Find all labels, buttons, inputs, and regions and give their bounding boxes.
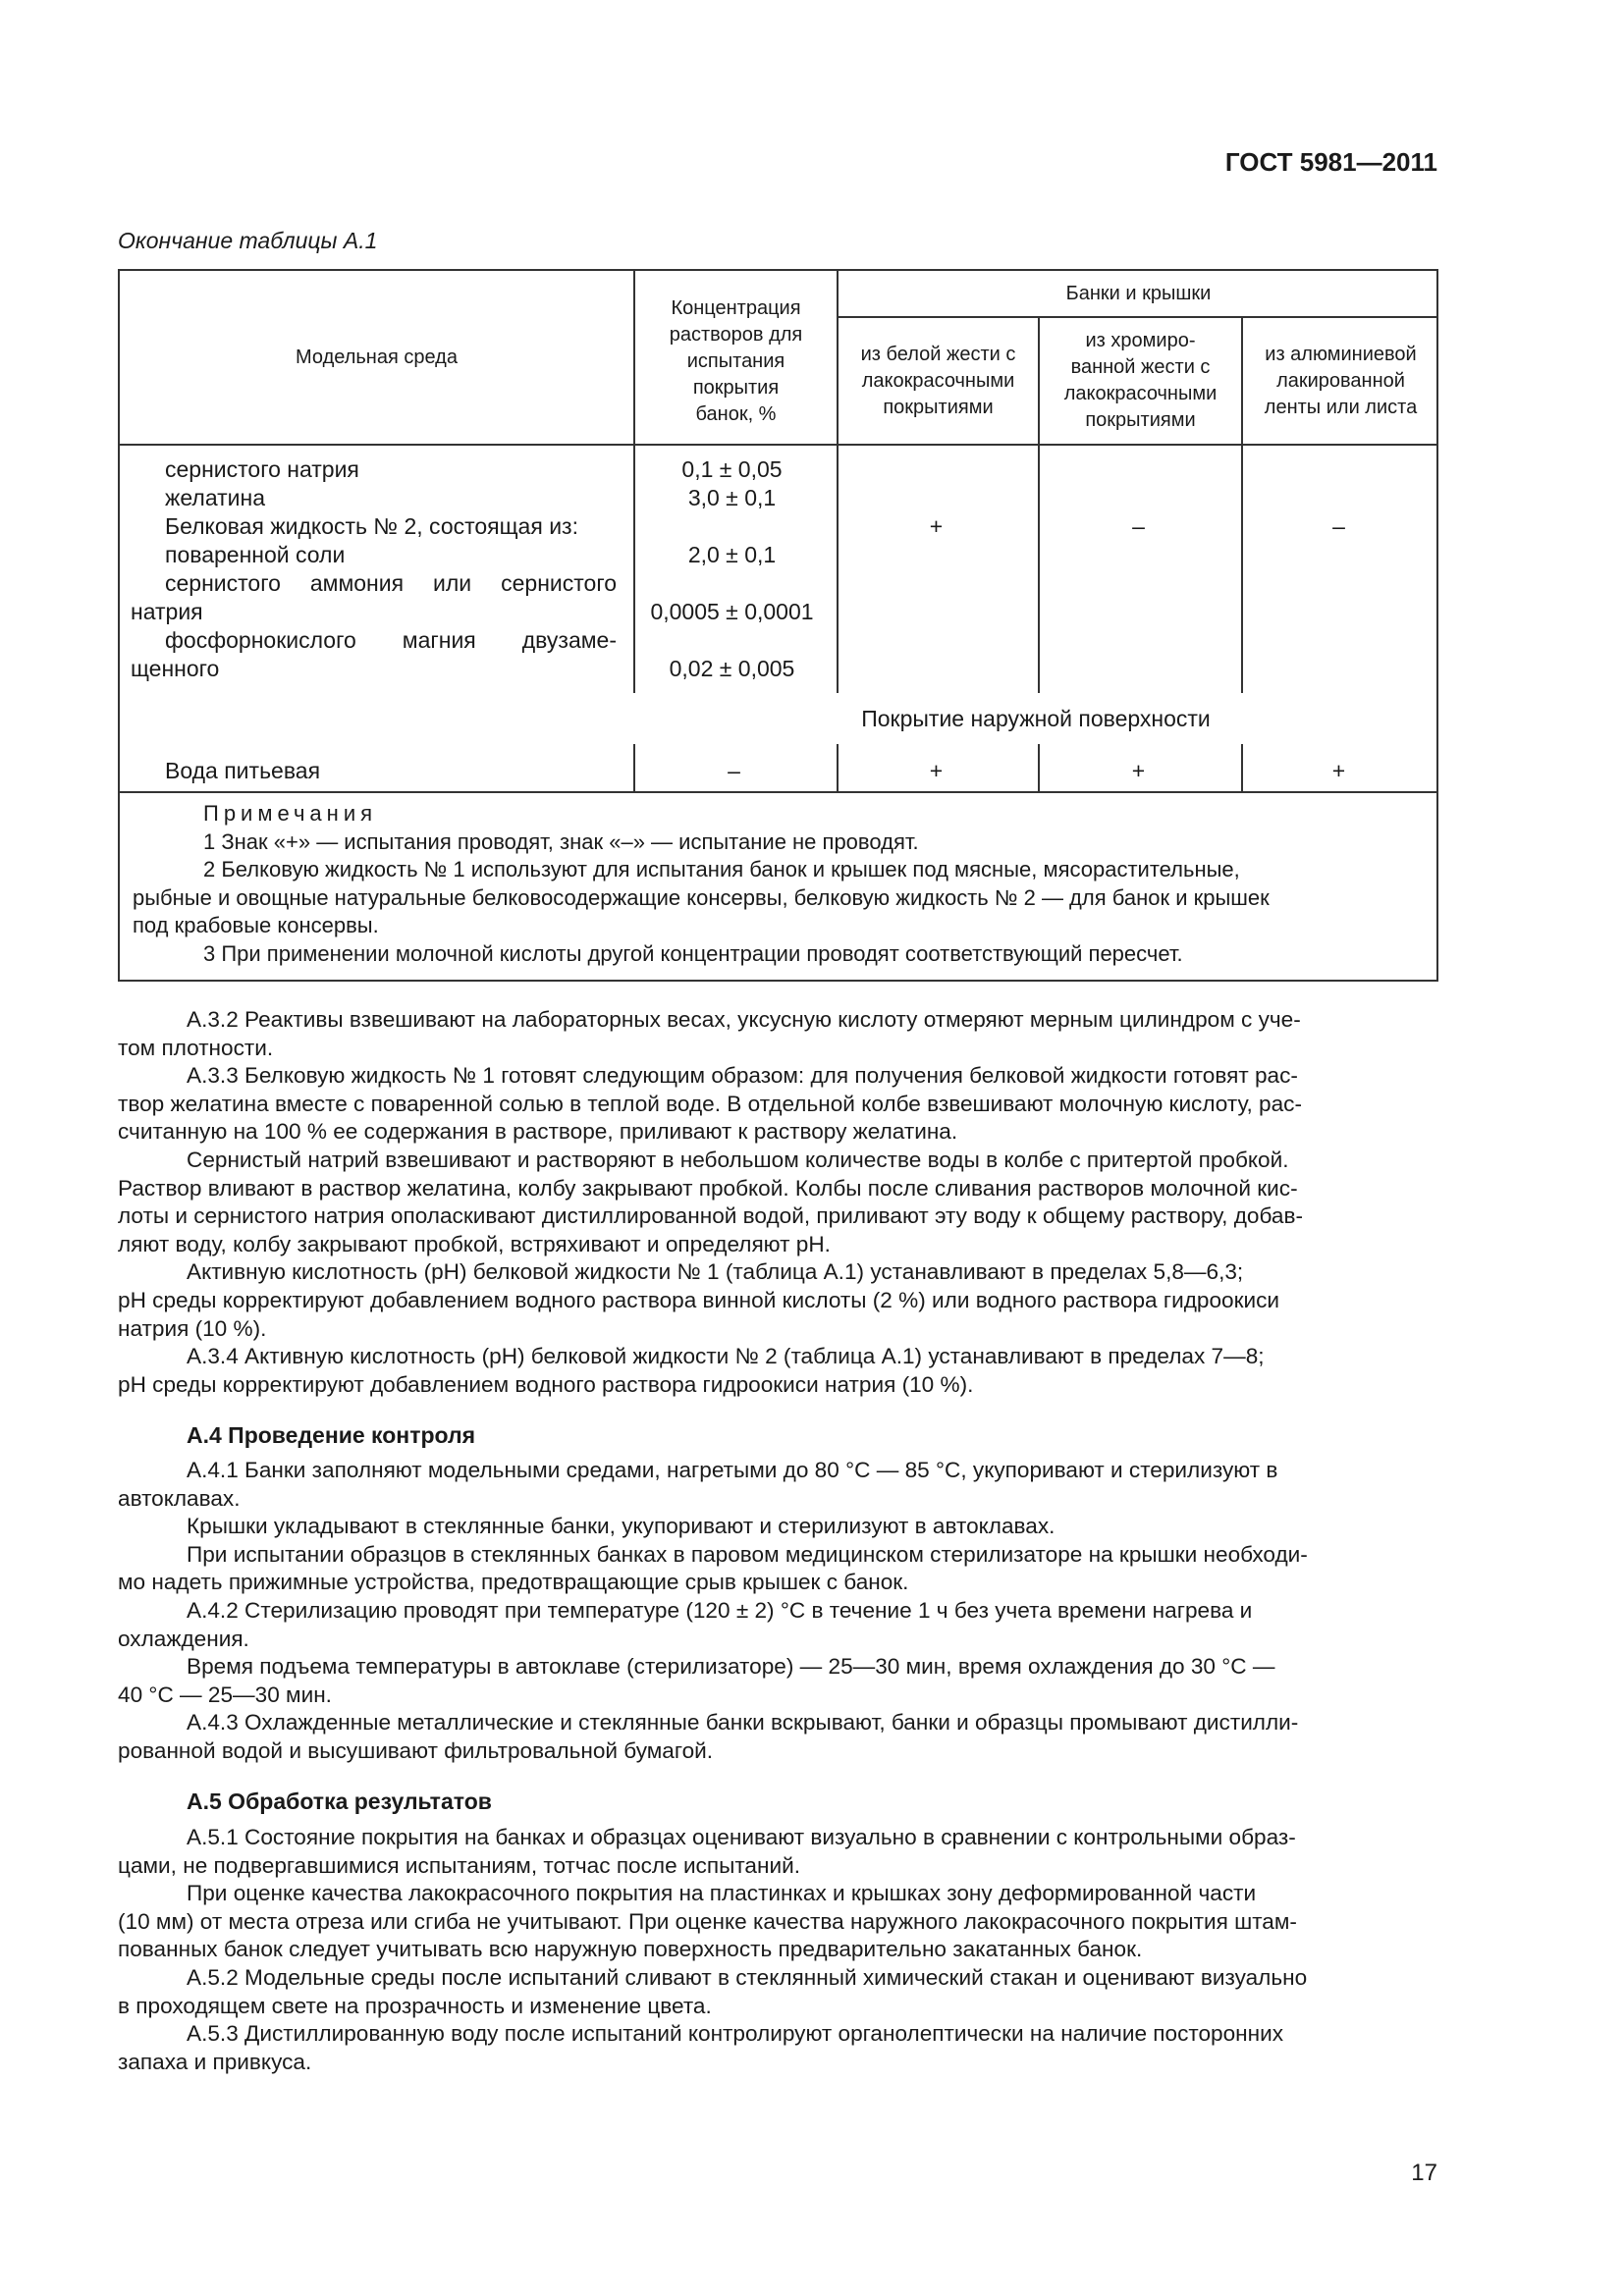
text-line: мо надеть прижимные устройства, предотвращающие срыв крышек с банок. [118,1570,909,1595]
body-paragraphs-a5 [118,1824,1438,2076]
text-line: Время подъема температуры в автоклаве (стерилизаторе) — 25—30 мин, время охлаждения до 30 °С — [187,1654,1275,1680]
body-paragraphs-a3 [118,1006,1438,1399]
header-tinplate: из белой жести с лакокрасочными покрытиями [860,343,1016,418]
text-line: том плотности. [118,1035,274,1060]
water-aluminum: + [1331,758,1346,783]
text-line: А.5.2 Модельные среды после испытаний сливают в стеклянный химический стакан и оценивают визуально [187,1964,1308,1990]
text-line: твор желатина вместе с поваренной солью в теплой воде. В отдельной колбе взвешивают молочную кислоту, рас- [118,1091,1303,1116]
text-line: Сернистый натрий взвешивают и растворяют в небольшом количестве воды в колбе с притертой пробкой. [187,1147,1289,1172]
medium-row: фосфорнокислого магния двузаме- [165,627,617,653]
section-heading-a4: А.4 Проведение контроля [187,1422,476,1448]
note-item: 2 Белковую жидкость № 1 используют для испытания банок и крышек под мясные, мясорастительные, [203,857,1240,881]
table-caption: Окончание таблицы А.1 [118,228,378,253]
text-line: лоты и сернистого натрия ополаскивают дистиллированной водой, приливают эту воду к общему раствору, добав- [118,1203,1303,1229]
concentration-value: 3,0 ± 0,1 [687,485,777,510]
notes-title: Примечания [203,801,378,826]
header-cans-and-lids: Банки и крышки [1065,282,1212,304]
header-model-medium: Модельная среда [296,346,458,368]
text-line: в проходящем свете на прозрачность и изменение цвета. [118,1993,712,2018]
medium-row: щенного [131,656,220,681]
text-line: Крышки укладывают в стеклянные банки, укупоривают и стерилизуют в автоклавах. [187,1514,1056,1539]
water-tinplate: + [929,758,944,783]
text-line: 40 °С — 25—30 мин. [118,1682,332,1707]
text-line: А.4.2 Стерилизацию проводят при температуре (120 ± 2) °С в течение 1 ч без учета времени нагрева и [187,1597,1253,1623]
header-concentration: Концентрация растворов для испытания покрытия банок, % [669,296,803,425]
header-aluminum: из алюминиевой лакированной ленты или листа [1264,343,1418,418]
water-row-label: Вода питьевая [165,758,321,783]
note-item: рыбные и овощные натуральные белковосодержащие консервы, белковую жидкость № 2 — для банок и крышек [133,884,1270,910]
concentration-value: 0,1 ± 0,05 [681,456,783,482]
document-code: ГОСТ 5981—2011 [1224,147,1437,177]
medium-row: натрия [131,599,203,624]
text-line: При испытании образцов в стеклянных банках в паровом медицинском стерилизаторе на крышки необходи- [187,1541,1308,1567]
text-line: пованных банок следует учитывать всю наружную поверхность предварительно закатанных банок. [118,1937,1143,1962]
medium-row: сернистого натрия [165,456,359,482]
mark-tinplate: + [929,513,944,539]
text-line: считанную на 100 % ее содержания в растворе, приливают к раствору желатина. [118,1119,958,1145]
text-line: натрия (10 %). [118,1315,267,1341]
text-line: цами, не подвергавшимися испытаниям, тотчас после испытаний. [118,1852,800,1878]
text-line: А.3.4 Активную кислотность (pH) белковой жидкости № 2 (таблица А.1) устанавливают в пределах 7—8; [187,1344,1265,1369]
note-item: под крабовые консервы. [133,913,379,937]
text-line: А.4.3 Охлажденные металлические и стеклянные банки вскрывают, банки и образцы промывают дистилли- [187,1710,1299,1735]
concentration-value: 2,0 ± 0,1 [687,542,777,567]
table-divider [120,791,1438,793]
text-line: А.3.2 Реактивы взвешивают на лабораторных весах, уксусную кислоту отмеряют мерным цилиндром с уче- [187,1007,1301,1032]
text-line: pH среды корректируют добавлением водного раствора гидроокиси натрия (10 %). [118,1371,974,1397]
water-concentration: – [728,758,740,783]
text-line: А.3.3 Белковую жидкость № 1 готовят следующим образом: для получения белковой жидкости готовят рас- [187,1063,1298,1089]
table-notes [133,800,1429,968]
section-heading-a5: А.5 Обработка результатов [187,1789,492,1814]
text-line: запаха и привкуса. [118,2049,312,2074]
medium-row: желатина [165,485,265,510]
mark-chrome: – [1132,513,1145,539]
text-line: Активную кислотность (pH) белковой жидкости № 1 (таблица А.1) устанавливают в пределах 5,8—6,3; [187,1259,1244,1285]
text-line: автоклавах. [118,1485,241,1511]
note-item: 1 Знак «+» — испытания проводят, знак «–» — испытание не проводят. [203,828,919,854]
text-line: А.5.1 Состояние покрытия на банках и образцах оценивают визуально в сравнении с контрольными образ- [187,1825,1296,1849]
text-line: При оценке качества лакокрасочного покрытия на пластинках и крышках зону деформированной части [187,1881,1257,1906]
concentration-value: 0,02 ± 0,005 [669,656,795,681]
medium-row: поваренной соли [165,542,346,567]
text-line: А.5.3 Дистиллированную воду после испытаний контролируют органолептически на наличие посторонних [187,2021,1284,2047]
concentration-value: 0,0005 ± 0,0001 [650,599,814,624]
text-line: рованной водой и высушивают фильтровальной бумагой. [118,1737,714,1763]
text-line: (10 мм) от места отреза или сгиба не учитывают. При оценке качества наружного лакокрасочного покрытия штам- [118,1908,1297,1934]
note-item: 3 При применении молочной кислоты другой концентрации проводят соответствующий пересчет. [203,940,1183,966]
medium-row: сернистого аммония или сернистого [165,570,617,596]
header-chrome: из хромиро- ванной жести с лакокрасочными покрытиями [1063,330,1218,431]
text-line: ляют воду, колбу закрывают пробкой, встряхивают и определяют pH. [118,1231,831,1256]
table-divider [120,444,1438,446]
water-chrome: + [1131,758,1146,783]
page-number: 17 [1411,2160,1437,2186]
text-line: А.4.1 Банки заполняют модельными средами, нагретыми до 80 °С — 85 °С, укупоривают и стерилизуют в [187,1458,1278,1482]
body-paragraphs-a4 [118,1457,1438,1766]
mark-aluminum: – [1332,513,1345,539]
text-line: охлаждения. [118,1626,249,1651]
text-line: Раствор вливают в раствор желатина, колбу закрывают пробкой. Колбы после сливания растворов молочной кис- [118,1175,1298,1201]
outer-surface-label: Покрытие наружной поверхности [861,706,1211,731]
text-line: pH среды корректируют добавлением водного раствора винной кислоты (2 %) или водного раствора гидроокиси [118,1287,1280,1312]
medium-row: Белковая жидкость № 2, состоящая из: [165,513,578,539]
